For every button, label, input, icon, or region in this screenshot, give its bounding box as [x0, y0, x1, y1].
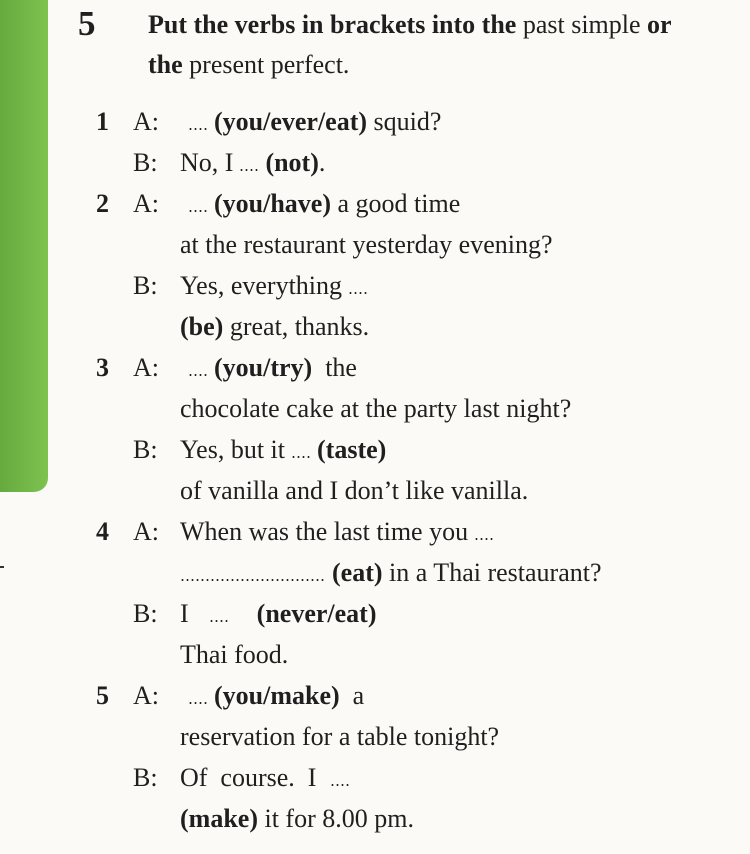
answer-blank[interactable]: [348, 290, 368, 295]
sentence-text: .: [318, 148, 326, 177]
verb-prompt: (you/have): [214, 189, 331, 218]
answer-blank[interactable]: [330, 782, 350, 787]
speaker-label: B:: [133, 599, 158, 628]
answer-blank[interactable]: [188, 372, 208, 377]
speaker-label: A:: [133, 107, 159, 136]
answer-blank[interactable]: [291, 454, 311, 459]
answer-blank[interactable]: [209, 618, 229, 623]
sentence-text: No, I: [180, 148, 234, 177]
speaker-label: B:: [133, 271, 158, 300]
margin-mark: [0, 566, 4, 568]
verb-prompt: (you/make): [214, 681, 340, 710]
speaker-label: B:: [133, 763, 158, 792]
instruction-bold-1: Put the verbs in brackets into the: [148, 10, 517, 39]
sentence-text: a: [339, 681, 365, 710]
verb-prompt: (not): [265, 148, 319, 177]
answer-blank-continued[interactable]: [180, 577, 326, 582]
verb-prompt: (you/try): [214, 353, 313, 382]
verb-prompt: (you/ever/eat): [214, 107, 368, 136]
exercise-number: 5: [78, 4, 96, 43]
verb-prompt: (taste): [317, 435, 387, 464]
instruction-bold-2: or the: [148, 10, 672, 79]
sentence-text: Of course. I: [180, 763, 317, 792]
sentence-text: Yes, but it: [180, 435, 286, 464]
sentence-text: in a Thai restaurant?: [382, 558, 602, 587]
sentence-text: When was the last time you: [180, 517, 469, 546]
speaker-label: A:: [133, 189, 159, 218]
speaker-label: A:: [133, 517, 159, 546]
question-number: 3: [96, 353, 109, 382]
question-number: 5: [96, 681, 109, 710]
speaker-label: A:: [133, 681, 159, 710]
speaker-label: B:: [133, 148, 158, 177]
verb-prompt: (make): [180, 804, 258, 833]
answer-blank[interactable]: [188, 700, 208, 705]
answer-blank[interactable]: [188, 208, 208, 213]
sentence-text: squid?: [367, 107, 442, 136]
sentence-text: a good time: [331, 189, 461, 218]
instruction-present-perfect: present perfect.: [182, 50, 350, 79]
sentence-text: of vanilla and I don’t like vanilla.: [180, 476, 529, 505]
sentence-text: the: [312, 353, 357, 382]
question-number: 2: [96, 189, 109, 218]
question-number: 4: [96, 517, 109, 546]
answer-blank[interactable]: [188, 126, 208, 131]
exercise-instructions: [148, 5, 688, 85]
sentence-text: reservation for a table tonight?: [180, 722, 500, 751]
instruction-past-simple: past simple: [516, 10, 648, 39]
answer-blank[interactable]: [239, 167, 259, 172]
green-side-tab: [0, 0, 48, 492]
verb-prompt: (eat): [332, 558, 383, 587]
speaker-label: B:: [133, 435, 158, 464]
sentence-text: Yes, everything: [180, 271, 343, 300]
answer-blank[interactable]: [474, 536, 494, 541]
sentence-text: chocolate cake at the party last night?: [180, 394, 572, 423]
sentence-text: I: [180, 599, 189, 628]
verb-prompt: (never/eat): [256, 599, 377, 628]
question-number: 1: [96, 107, 109, 136]
sentence-text: at the restaurant yesterday evening?: [180, 230, 553, 259]
verb-prompt: (be): [180, 312, 224, 341]
speaker-label: A:: [133, 353, 159, 382]
sentence-text: Thai food.: [180, 640, 289, 669]
sentence-text: great, thanks.: [223, 312, 370, 341]
sentence-text: it for 8.00 pm.: [257, 804, 414, 833]
